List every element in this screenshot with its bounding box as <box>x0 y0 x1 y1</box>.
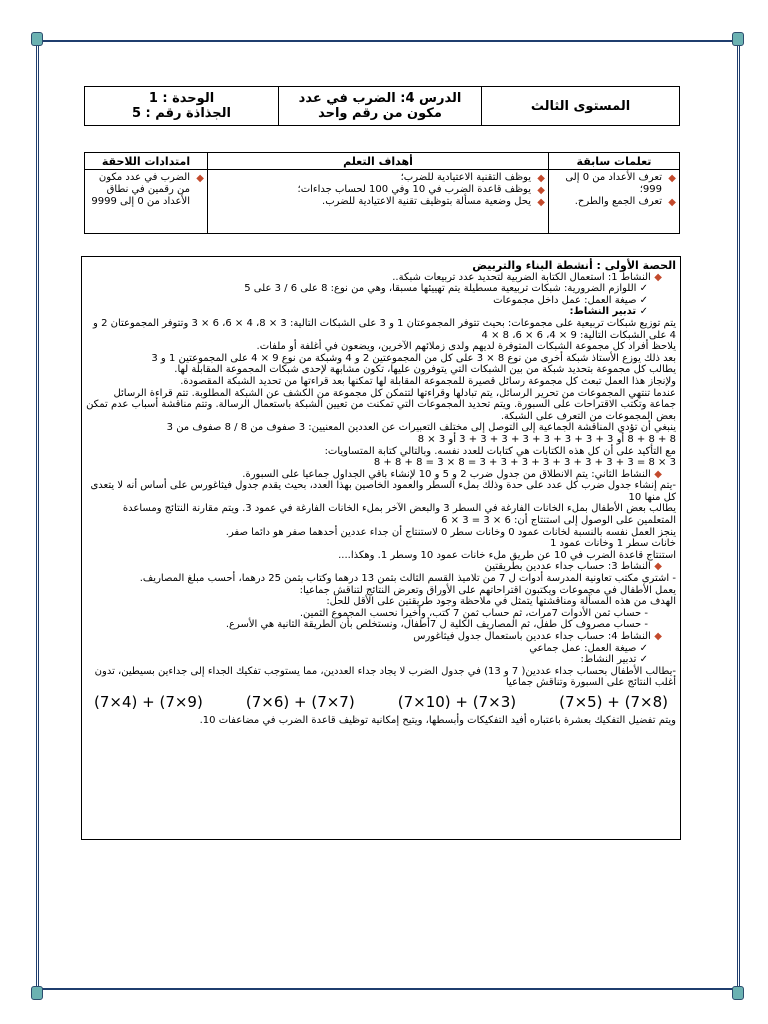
level-cell: المستوى الثالث <box>482 87 680 126</box>
paragraph: -يطالب الأطفال بحساب جداء عددين( 7 و 13) في جدول الضرب لا يجاد جداء العددين، مما يستوجب تفكيك الجداء إلى جداءين بسيطين، تدون أغلب النتائج على السبورة وتناقش جماعيا <box>94 665 676 689</box>
paragraph: يعمل الأطفال في مجموعات ويكتبون اقتراحاتهم على الأوراق وتعرض النتائج لتناقش جماعيا: <box>299 584 676 596</box>
corner-ornament <box>732 986 744 1000</box>
bullet-icon: ◆ <box>668 173 676 184</box>
unit-cell <box>85 87 279 126</box>
paragraph: ينبغي أن تؤدي المناقشة الجماعية إلى التوصل إلى مختلف التعبيرات عن العددين المعنيين: 3 صفوف من 8 / 8 صفوف من 3 <box>166 422 676 434</box>
method-2: - حساب مصروف كل طفل، ثم المصاريف الكلية ل 7أطفال، ونستخلص بأن الطريقة الثانية هي الأسرع. <box>225 619 648 631</box>
paragraph: مع التأكيد على أن كل هذه الكتابات هي كتابات للعدد نفسه. وبالتالي كتابة المتساويات: <box>324 445 676 457</box>
paragraph: ينجز العمل نفسه بالنسبة لخانات عمود 0 وخانات سطر 0 لاستنتاج أن جداء عددين أحدهما صفر هو دائما صفر. <box>225 526 676 538</box>
list-item: ◆ تعرف الجمع والطرح. <box>574 196 676 208</box>
expression: (7×5) + (7×8) <box>559 692 668 711</box>
session-title: الحصة الأولى : أنشطة البناء والتربيض <box>472 259 676 272</box>
paragraph: يلاحظ أفراد كل مجموعة الشبكات المتوفرة لديهم ولدى زملائهم الآخرين، ويضعون في أغلفة أو ملفات. <box>256 341 676 353</box>
dash-icon: - <box>641 607 648 619</box>
lesson-cell <box>279 87 482 126</box>
list-item: ◆ يوظف قاعدة الضرب في 10 وفي 100 لحساب جداءات؛ <box>297 184 545 196</box>
paragraph: الهدف من هذه المسألة ومناقشتها يتمثل في ملاحظة وجود طريقتين على الأقل للحل: <box>326 596 676 608</box>
paragraph: -يتم إنشاء جدول ضرب كل عدد على حدة وذلك بملء السطر والعمود الخاصين بهذا العدد، بحيث يقدم جدول فيثاغورس على أساس أنه لا يتعدى كل منها 10 <box>90 480 676 503</box>
list-item: ◆ يحل وضعية مسألة بتوظيف تقنية الاعتيادية للضرب. <box>322 196 545 208</box>
list-item: ◆ الضرب في عدد مكون من رقمين في نطاق الأعداد من 0 إلى 9999 <box>91 172 204 207</box>
check-icon: ✓ <box>636 283 648 295</box>
ext-header: امتدادات اللاحقة <box>85 153 208 170</box>
prior-header: تعلمات سابقة <box>549 153 680 170</box>
corner-ornament <box>31 32 43 46</box>
bullet-icon: ◆ <box>668 197 676 208</box>
paragraph: يطالب بعض الأطفال بملء الخانات الفارغة في السطر 3 والبعض الآخر بملء الخانات الفارغة في عمود 3. ويتم مقارنة النتائج ومساعدة المتعلمين على الوصول إلى استنتاج أن: 6 × 3 = 3 × 6 <box>122 503 676 527</box>
management: ✓ تدبير النشاط: <box>569 306 648 318</box>
bullet-icon: ◆ <box>537 185 545 196</box>
paragraph: بعد ذلك يوزع الأستاذ شبكة أخرى من نوع 8 × 3 على كل من المجموعتين 2 و 4 وشبكة من نوع 9 × 4 على المجموعتين 1 و 3 <box>151 352 676 364</box>
expression: (7×10) + (7×3) <box>397 692 517 711</box>
bullet-icon: ◆ <box>650 271 662 283</box>
check-icon: ✓ <box>636 294 648 306</box>
expression: (7×4) + (7×9) <box>94 692 203 711</box>
corner-ornament <box>31 986 43 1000</box>
materials: ✓ اللوازم الضرورية: شبكات تربيعية مسطيلة يتم تهييئها مسبقا، وهي من نوع: 8 على 6 / 3 على 5 <box>244 283 648 295</box>
activity-3: ◆ النشاط 3: حساب جداء عددين بطريقتين <box>484 561 662 573</box>
method-1: - حساب ثمن الأدوات 7مرات، ثم حساب ثمن 7 كتب، وأخيرا نحسب المجموع الثمين. <box>299 607 648 619</box>
goals-header: أهداف التعلم <box>208 153 549 170</box>
paragraph: 8 + 8 + 8 أو 3 + 3 + 3 + 3 + 3 + 3 + 3 + 3 أو 3 × 8 <box>417 433 676 445</box>
activity-4: ◆ النشاط 4: حساب جداء عددين باستعمال جدول فيثاغورس <box>413 631 662 642</box>
bullet-icon: ◆ <box>650 468 662 480</box>
paragraph: استنتاج قاعدة الضرب في 10 عن طريق ملء خانات عمود 10 وسطر 1. وهكذا.... <box>338 549 676 561</box>
prior-cell <box>549 170 680 234</box>
paragraph: خانات سطر 1 وخانات عمود 1 <box>550 538 676 550</box>
goals-cell <box>208 170 549 234</box>
sheet-number: الجذاذة رقم : 5 <box>131 106 232 121</box>
expressions-row <box>86 691 676 713</box>
unit-number: الوحدة : 1 <box>148 91 215 106</box>
activity-1: ◆ النشاط 1: استعمال الكتابة الضربية لتحديد عدد تربيعات شبكة.. <box>392 271 662 283</box>
management-4: ✓ تدبير النشاط: <box>580 654 648 666</box>
paragraph: عندما تنتهي المجموعات من تحرير الرسائل، يتم تبادلها وقراءتها لتتمكن كل مجموعة من الكشف عن الشبكة المطلوبة. تتم قراءة الرسائل جماعة وتكتب الاقتراحات على السبورة. ويتم تحديد المجموعات التي تمكنت من تعيين الشبكة باستعمال الرسالة. وتتم مناقشة أسباب عدم تمكن بعض المجموعات من التعرف على الشبكة. <box>86 387 676 422</box>
lesson-subtitle: مكون من رقم واحد <box>318 106 442 121</box>
work-format-4: ✓ صيغة العمل: عمل جماعي <box>529 642 648 654</box>
objectives-table <box>84 152 680 234</box>
bullet-icon: ◆ <box>537 197 545 208</box>
corner-ornament <box>732 32 744 46</box>
bullet-icon: ◆ <box>650 631 662 642</box>
closing-paragraph: ويتم تفضيل التفكيك بعشرة باعتباره أفيد التفكيكات وأبسطها، ويتيح إمكانية توظيف قاعدة الضرب في مضاعفات 10. <box>199 714 676 726</box>
check-icon: ✓ <box>636 642 648 654</box>
paragraph: يطالب كل مجموعة بتحديد شبكة من بين الشبكات التي يتوفرون عليها، تكون مشابهة لإحدى شبكات المجموعة المقابلة لها. <box>174 364 676 376</box>
header-table <box>84 86 680 126</box>
paragraph: - اشترى مكتب تعاونية المدرسة أدوات ل 7 من تلاميذ القسم الثالث بثمن 13 درهما وكتاب بثمن 25 درهما، أحسب مبلغ المصاريف. <box>139 573 676 585</box>
bullet-icon: ◆ <box>196 173 204 184</box>
work-format: ✓ صيغة العمل: عمل داخل مجموعات <box>493 294 648 306</box>
activity-2: ◆ النشاط الثاني: يتم الانطلاق من جدول ضرب 2 و 5 و 10 لإنشاء باقي الجداول جماعيا على السبورة. <box>242 468 662 480</box>
dash-icon: - <box>641 619 648 631</box>
check-icon: ✓ <box>636 654 648 666</box>
paragraph: يتم توزيع شبكات تربيعية على مجموعات: بحيث تتوفر المجموعتان 1 و 3 على الشبكات التالية: 3 × 8، 4 × 6، 6 × 3 وتتوفر المجموعتان 2 و 4 على الشبكات التالية: 9 × 4، 6 × 6، 8 × 4 <box>93 317 676 341</box>
check-icon: ✓ <box>636 306 648 318</box>
session-box <box>81 256 681 840</box>
list-item: ◆ تعرف الأعداد من 0 إلى 999؛ <box>565 172 676 195</box>
lesson-title: الدرس 4: الضرب في عدد <box>298 91 462 106</box>
paragraph: 3 × 8 = 3 + 3 + 3 + 3 + 3 + 3 + 3 + 3 = 8 × 3 = 8 + 8 + 8 <box>373 457 676 469</box>
bullet-icon: ◆ <box>537 173 545 184</box>
list-item: ◆ يوظف التقنية الاعتيادية للضرب؛ <box>400 172 545 184</box>
paragraph: ولإنجاز هذا العمل تبعث كل مجموعة رسائل قصيرة للمجموعة المقابلة لها تمكنها بعد قراءتها من تحديد الشبكة المقصودة. <box>180 375 676 387</box>
expression: (7×6) + (7×7) <box>245 692 355 711</box>
ext-cell <box>85 170 208 234</box>
bullet-icon: ◆ <box>650 561 662 573</box>
